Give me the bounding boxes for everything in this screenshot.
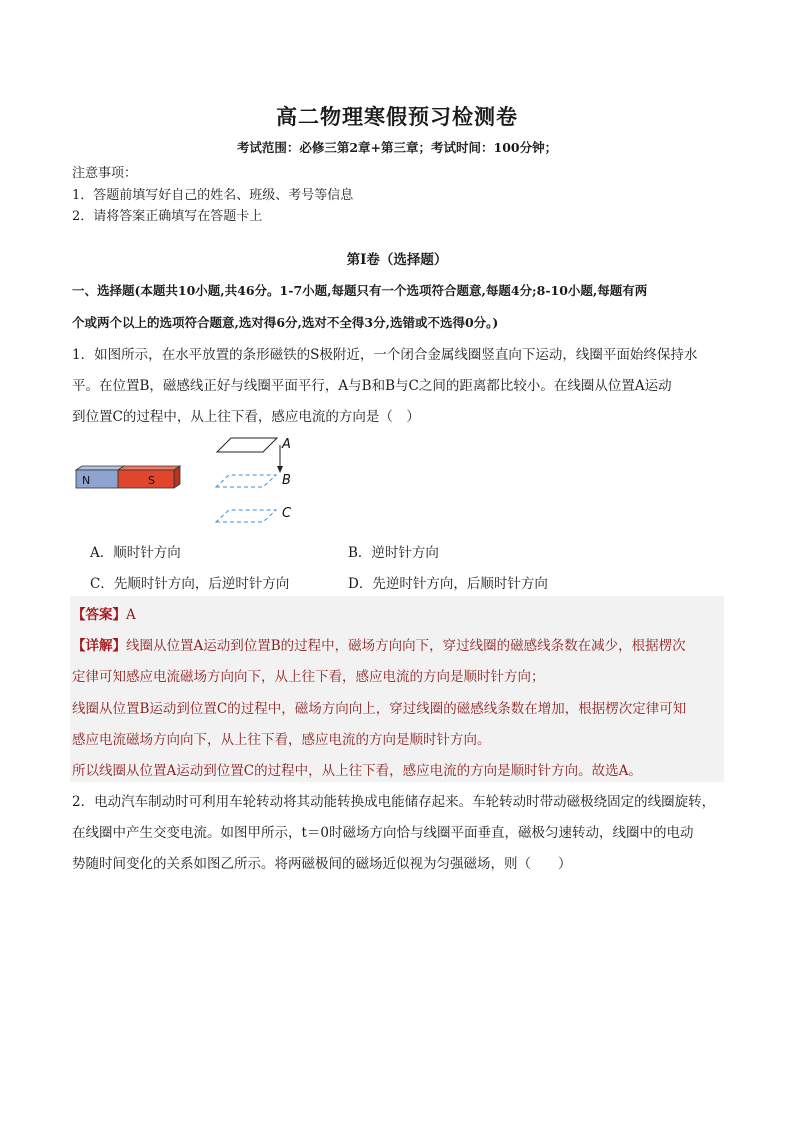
q1-option-b[interactable]: B．逆时针方向 [348, 545, 439, 561]
magnet-coil-figure [70, 430, 310, 530]
magnet-top-face-s [118, 466, 180, 470]
label-a: A [282, 437, 291, 452]
notice-heading: 注意事项： [72, 166, 138, 181]
q2-stem-line-3: 势随时间变化的关系如图乙所示。将两磁极间的磁场近似视为匀强磁场，则（ ） [72, 856, 572, 872]
detail-line-4: 感应电流磁场方向向下，从上往下看，感应电流的方向是顺时针方向。 [72, 732, 491, 748]
notice-item-1: 1．答题前填写好自己的姓名、班级、考号等信息 [72, 188, 354, 203]
detail-row-1 [72, 634, 686, 654]
magnet-side-face [174, 466, 180, 488]
q1-stem-line-1: 1．如图所示，在水平放置的条形磁铁的S极附近，一个闭合金属线圈竖直向下运动，线圈平面始终保持水 [72, 347, 698, 363]
detail-line-3: 线圈从位置B运动到位置C的过程中，磁场方向向上，穿过线圈的磁感线条数在增加，根据楞次定律可知 [72, 701, 687, 717]
section-instructions-1: 一、选择题(本题共10小题,共46分。1-7小题,每题只有一个选项符合题意,每题4分;8-10小题,每题有两 [72, 283, 648, 298]
answer-panel [70, 596, 724, 782]
q2-stem-line-1: 2．电动汽车制动时可利用车轮转动将其动能转换成电能储存起来。车轮转动时带动磁极绕固定的线圈旋转， [72, 794, 716, 810]
label-b: B [282, 473, 291, 488]
section-instructions-2: 个或两个以上的选项符合题意,选对得6分,选对不全得3分,选错或不选得0分。) [72, 315, 499, 330]
q1-option-a[interactable]: A．顺时针方向 [90, 545, 181, 561]
exam-scope: 考试范围：必修三第2章+第三章；考试时间：100分钟； [236, 140, 558, 155]
coil-position-c [216, 510, 276, 522]
label-c: C [282, 506, 292, 521]
magnet-s-label: S [148, 474, 155, 487]
coil-position-b [216, 475, 276, 487]
notice-item-2: 2．请将答案正确填写在答题卡上 [72, 209, 263, 224]
q2-stem-line-2: 在线圈中产生交变电流。如图甲所示，t＝0时磁场方向恰与线圈平面垂直，磁极匀速转动，线圈中的电动 [72, 825, 694, 841]
motion-arrow-head [277, 466, 283, 473]
answer-row [72, 603, 136, 623]
detail-label: 【详解】 [72, 638, 126, 654]
magnet-s-pole [118, 470, 174, 488]
answer-label: 【答案】 [72, 607, 126, 623]
q1-option-c[interactable]: C．先顺时针方向，后逆时针方向 [90, 576, 290, 592]
detail-line-1: 线圈从位置A运动到位置B的过程中，磁场方向向下，穿过线圈的磁感线条数在减少，根据楞次 [126, 638, 686, 654]
q1-stem-line-3: 到位置C的过程中，从上往下看，感应电流的方向是（ ） [72, 409, 420, 425]
magnet-top-face-n [76, 466, 124, 470]
section-title: 第Ⅰ卷（选择题） [346, 252, 448, 268]
detail-line-5: 所以线圈从位置A运动到位置C的过程中，从上往下看，感应电流的方向是顺时针方向。故选A。 [72, 763, 642, 779]
detail-line-2: 定律可知感应电流磁场方向向下，从上往下看，感应电流的方向是顺时针方向； [72, 669, 545, 685]
q1-stem-line-2: 平。在位置B，磁感线正好与线圈平面平行，A与B和B与C之间的距离都比较小。在线圈从位置A运动 [72, 378, 672, 394]
page-title: 高二物理寒假预习检测卷 [276, 105, 518, 129]
answer-value: A [126, 607, 136, 623]
magnet-n-label: N [82, 474, 91, 487]
q1-option-d[interactable]: D．先逆时针方向，后顺时针方向 [348, 576, 548, 592]
coil-position-a [217, 438, 277, 452]
